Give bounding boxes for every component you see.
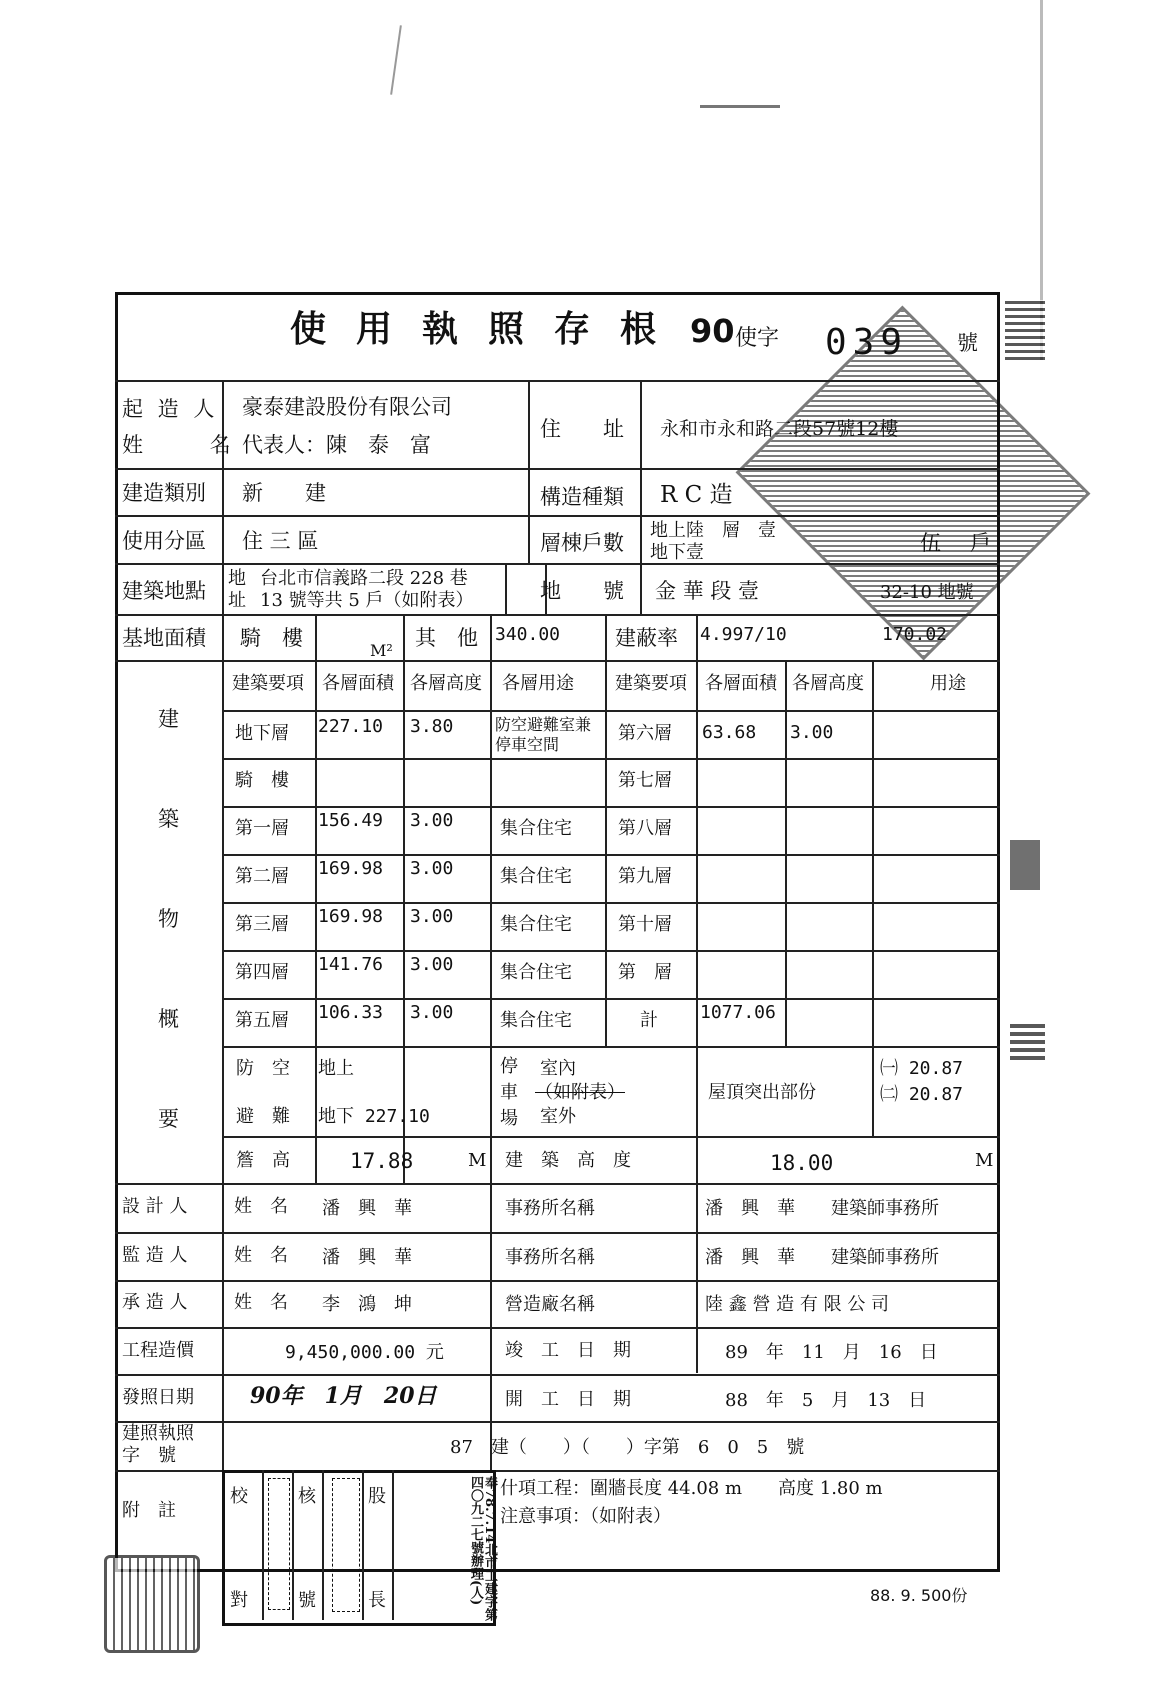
- table-row-area: 141.76: [318, 954, 384, 975]
- margin-stamp: [1005, 300, 1045, 360]
- header-use: 各層用途: [502, 673, 574, 694]
- permit-suffix: 號: [957, 331, 978, 355]
- sign-label: 校: [230, 1486, 248, 1507]
- supervisor-name-label: 姓 名: [234, 1245, 288, 1266]
- table-row-item: 第二層: [235, 866, 289, 887]
- header-height-right: 各層高度: [792, 673, 864, 694]
- permit-prefix: 使字: [735, 326, 780, 351]
- table-row-item: 第九層: [618, 866, 672, 887]
- site-address-line2: 13 號等共 5 戶（如附表）: [260, 590, 474, 611]
- table-row-area: 156.49: [318, 810, 384, 831]
- parking-indoor: 室內: [540, 1058, 576, 1079]
- unit-m: M: [975, 1150, 994, 1171]
- designer-name: 潘 興 華: [322, 1198, 412, 1219]
- address-value: 永和市永和路二段57號12樓: [660, 418, 899, 440]
- parking-label: 車: [500, 1082, 518, 1103]
- start-date-label: 開 工 日 期: [505, 1389, 631, 1410]
- applicant-company: 豪泰建設股份有限公司: [242, 395, 452, 419]
- coverage-value: 4.997/10: [700, 624, 787, 645]
- cost-label: 工程造價: [122, 1340, 194, 1361]
- floors-below: 地下壹: [650, 542, 704, 563]
- address-label: 住 址: [540, 417, 624, 441]
- eaves-label: 簷 高: [236, 1150, 290, 1171]
- structure-label: 構造種類: [540, 485, 624, 509]
- shelter-below: 地下 227.10: [318, 1106, 430, 1127]
- header-area: 各層面積: [322, 673, 394, 694]
- sign-label: 長: [368, 1590, 386, 1611]
- table-row-height: 3.80: [410, 716, 454, 737]
- table-row-height: 3.00: [410, 810, 454, 831]
- page-title: 使用執照存根: [290, 308, 687, 350]
- table-row-height: 3.00: [410, 1002, 454, 1023]
- contractor-firm: 陸 鑫 營 造 有 限 公 司: [705, 1294, 890, 1315]
- side-label: 築: [158, 807, 179, 831]
- contractor-role: 承 造 人: [122, 1292, 188, 1313]
- parking-label: 停: [500, 1056, 518, 1077]
- table-row-item: 騎 樓: [235, 770, 289, 791]
- header-use-right: 用途: [930, 673, 966, 694]
- signature-stamp: [268, 1478, 290, 1610]
- header-item-right: 建築要項: [615, 673, 687, 694]
- margin-stamp: [1010, 1020, 1045, 1060]
- table-row-item: 第五層: [235, 1010, 289, 1031]
- table-row-use: 集合住宅: [500, 818, 572, 839]
- sign-label: 對: [230, 1590, 248, 1611]
- applicant-label: 起 造 人: [122, 397, 219, 421]
- cost-value: 9,450,000.00 元: [285, 1342, 444, 1363]
- table-row-item: 第八層: [618, 818, 672, 839]
- table-row-use: 集合住宅: [500, 962, 572, 983]
- coverage-label: 建蔽率: [615, 626, 678, 650]
- zoning-label: 使用分區: [122, 529, 206, 553]
- notes-line1: 什項工程：圍牆長度 44.08 m 高度 1.80 m: [500, 1478, 883, 1499]
- scan-mark: [700, 105, 780, 108]
- parking-outdoor: 室外: [540, 1106, 576, 1127]
- side-label: 概: [158, 1007, 179, 1031]
- structure-value: R C 造: [660, 482, 733, 508]
- site-label: 建築地點: [122, 579, 206, 603]
- roof-value-1: ㈠ 20.87: [880, 1058, 964, 1079]
- contractor-name-label: 姓 名: [234, 1292, 288, 1313]
- supervisor-office: 潘 興 華 建築師事務所: [705, 1247, 939, 1268]
- sign-label: 股: [368, 1486, 386, 1507]
- done-date: 89 年 11 月 16 日: [725, 1342, 938, 1363]
- table-row-item: 第四層: [235, 962, 289, 983]
- table-row-area: 63.68: [702, 722, 757, 743]
- signature-stamp: [332, 1478, 360, 1612]
- build-type-value: 新 建: [242, 481, 326, 505]
- permit-value: 87 建（ ）（ ）字第 6 0 5 號: [450, 1437, 805, 1458]
- table-row-item: 計: [640, 1010, 658, 1031]
- designer-office-label: 事務所名稱: [505, 1198, 595, 1219]
- total-area: 1077.06: [700, 1002, 776, 1023]
- site-address-line1: 台北市信義路二段 228 巷: [260, 568, 468, 589]
- floors-label: 層棟戶數: [540, 531, 624, 555]
- permit-number: 039: [825, 322, 909, 363]
- side-label: 物: [158, 907, 179, 931]
- table-row-item: 第十層: [618, 914, 672, 935]
- table-row-area: 169.98: [318, 858, 384, 879]
- sign-label: 號: [298, 1590, 316, 1611]
- table-row-use: 集合住宅: [500, 914, 572, 935]
- contractor-name: 李 鴻 坤: [322, 1294, 412, 1315]
- contractor-firm-label: 營造廠名稱: [505, 1294, 595, 1315]
- notes-line2: 注意事項：（如附表）: [500, 1506, 671, 1527]
- designer-name-label: 姓 名: [234, 1196, 288, 1217]
- header-area-right: 各層面積: [705, 673, 777, 694]
- start-date: 88 年 5 月 13 日: [725, 1390, 927, 1411]
- table-row-item: 第七層: [618, 770, 672, 791]
- permit-year: 90: [690, 312, 735, 350]
- permit-label: 建照執照: [122, 1423, 194, 1444]
- issue-date: 90年 1月 20日: [250, 1383, 437, 1409]
- unit-m: M: [468, 1150, 487, 1171]
- table-row-item: 地下層: [235, 723, 289, 744]
- side-label: 建: [158, 707, 179, 731]
- table-row-item: 第 層: [618, 962, 672, 983]
- shelter-label: 防 空: [236, 1058, 290, 1079]
- lot-number: 32-10 地號: [880, 582, 974, 603]
- shelter-label: 避 難: [236, 1106, 290, 1127]
- roof-label: 屋頂突出部份: [708, 1082, 816, 1103]
- done-date-label: 竣 工 日 期: [505, 1340, 631, 1361]
- area-label: 基地面積: [122, 626, 206, 650]
- margin-stamp: [1010, 840, 1040, 890]
- lot-value: 金 華 段 壹: [655, 579, 760, 603]
- notes-vertical-stamp: 奉78.7.14北市工建字第四〇九二七號辦理(人): [468, 1476, 497, 1622]
- table-row-item: 第一層: [235, 818, 289, 839]
- site-addr-tag: 址: [228, 590, 246, 611]
- table-row-use: 防空避難室兼停車空間: [495, 715, 592, 754]
- arcade-label: 騎 樓: [240, 626, 303, 650]
- parking-note: （如附表）: [535, 1082, 625, 1103]
- eaves-value: 17.88: [350, 1149, 414, 1173]
- other-label: 其 他: [415, 626, 478, 650]
- table-row-height: 3.00: [410, 858, 454, 879]
- table-row-height: 3.00: [410, 906, 454, 927]
- other-value: 340.00: [495, 624, 561, 645]
- table-row-area: 169.98: [318, 906, 384, 927]
- designer-office: 潘 興 華 建築師事務所: [705, 1198, 939, 1219]
- land-value: 170.02: [882, 624, 948, 645]
- form-code: 88. 9. 500份: [870, 1586, 968, 1605]
- supervisor-office-label: 事務所名稱: [505, 1247, 595, 1268]
- units-label: 戶: [970, 531, 991, 555]
- unit-m2: M²: [370, 641, 393, 660]
- applicant-name-label: 姓 名: [122, 433, 261, 457]
- table-row-use: 集合住宅: [500, 1010, 572, 1031]
- zoning-value: 住 三 區: [242, 529, 319, 553]
- supervisor-name: 潘 興 華: [322, 1247, 412, 1268]
- sign-label: 核: [298, 1486, 316, 1507]
- table-row-area: 106.33: [318, 1002, 384, 1023]
- table-row-area: 227.10: [318, 716, 384, 737]
- header-item: 建築要項: [232, 673, 304, 694]
- shelter-above: 地上: [318, 1058, 354, 1079]
- site-addr-tag: 地: [228, 568, 246, 589]
- side-label: 要: [158, 1107, 179, 1131]
- height-label: 建 築 高 度: [505, 1150, 631, 1171]
- applicant-representative: 代表人：陳 泰 富: [242, 433, 431, 457]
- height-value: 18.00: [770, 1151, 834, 1175]
- table-row-item: 第三層: [235, 914, 289, 935]
- designer-role: 設 計 人: [122, 1196, 188, 1217]
- parking-label: 場: [500, 1108, 518, 1129]
- table-row-item: 第六層: [618, 723, 672, 744]
- scan-mark: [390, 25, 402, 95]
- header-height: 各層高度: [410, 673, 482, 694]
- issue-date-label: 發照日期: [122, 1387, 194, 1408]
- official-seal-stamp: [104, 1555, 200, 1653]
- supervisor-role: 監 造 人: [122, 1245, 188, 1266]
- table-row-height: 3.00: [790, 722, 834, 743]
- notes-label: 附 註: [122, 1500, 176, 1521]
- table-row-use: 集合住宅: [500, 866, 572, 887]
- table-row-height: 3.00: [410, 954, 454, 975]
- permit-label: 字 號: [122, 1445, 176, 1466]
- floors-above: 地上陸 層 壹: [650, 520, 776, 541]
- units-count: 伍: [920, 531, 941, 555]
- build-type-label: 建造類別: [122, 481, 206, 505]
- roof-value-2: ㈡ 20.87: [880, 1084, 964, 1105]
- lot-label: 地 號: [540, 579, 624, 603]
